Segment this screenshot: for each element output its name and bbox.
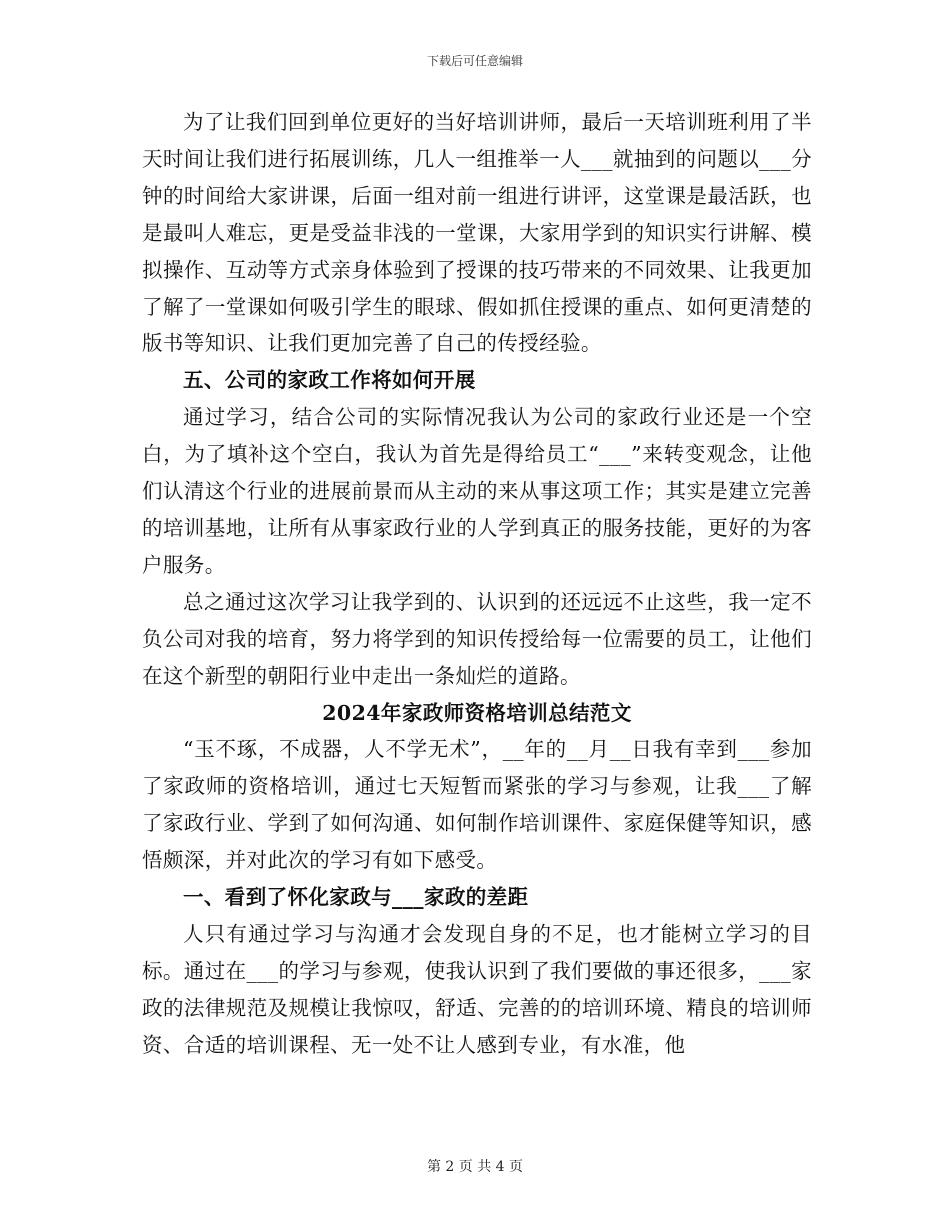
document-body — [142, 104, 812, 1064]
paragraph-company-plan: 通过学习，结合公司的实际情况我认为公司的家政行业还是一个空白，为了填补这个空白，我认为首先是得给员工“___”来转变观念，让他们认清这个行业的进展前景而从主动的来从事这项工作；其实是建立完善的培训基地，让所有从事家政行业的人学到真正的服务技能，更好的为客户服务。 — [142, 405, 812, 577]
paragraph-intro: “玉不琢，不成器，人不学无术”，__年的__月__日我有幸到___参加了家政师的资格培训，通过七天短暂而紧张的学习与参观，让我___了解了家政行业、学到了如何沟通、如何制作培训课件、家庭保健等知识，感悟颇深，并对此次的学习有如下感受。 — [142, 737, 812, 873]
section-heading-one: 一、看到了怀化家政与___家政的差距 — [183, 885, 529, 910]
document-title: 2024年家政师资格培训总结范文 — [322, 700, 632, 725]
paragraph-gap: 人只有通过学习与沟通才会发现自身的不足，也才能树立学习的目标。通过在___的学习与参观，使我认识到了我们要做的事还很多，___家政的法律规范及规模让我惊叹，舒适、完善的的培训环境、精良的培训师资、合适的培训课程、无一处不让人感到专业，有水准，他 — [142, 921, 812, 1057]
paragraph-training-practice: 为了让我们回到单位更好的当好培训讲师，最后一天培训班利用了半天时间让我们进行拓展训练，几人一组推举一人___就抽到的问题以___分钟的时间给大家讲课，后面一组对前一组进行讲评，这堂课是最活跃，也是最叫人难忘，更是受益非浅的一堂课，大家用学到的知识实行讲解、模拟操作、互动等方式亲身体验到了授课的技巧带来的不同效果、让我更加了解了一堂课如何吸引学生的眼球、假如抓住授课的重点、如何更清楚的版书等知识、让我们更加完善了自己的传授经验。 — [142, 110, 812, 356]
section-heading-five: 五、公司的家政工作将如何开展 — [183, 368, 476, 393]
paragraph-conclusion: 总之通过这次学习让我学到的、认识到的还远远不止这些，我一定不负公司对我的培育，努力将学到的知识传授给每一位需要的员工，让他们在这个新型的朝阳行业中走出一条灿烂的道路。 — [142, 589, 812, 688]
page-header-note: 下载后可任意编辑 — [426, 54, 523, 68]
page-footer-number: 第 2 页 共 4 页 — [426, 1159, 524, 1175]
